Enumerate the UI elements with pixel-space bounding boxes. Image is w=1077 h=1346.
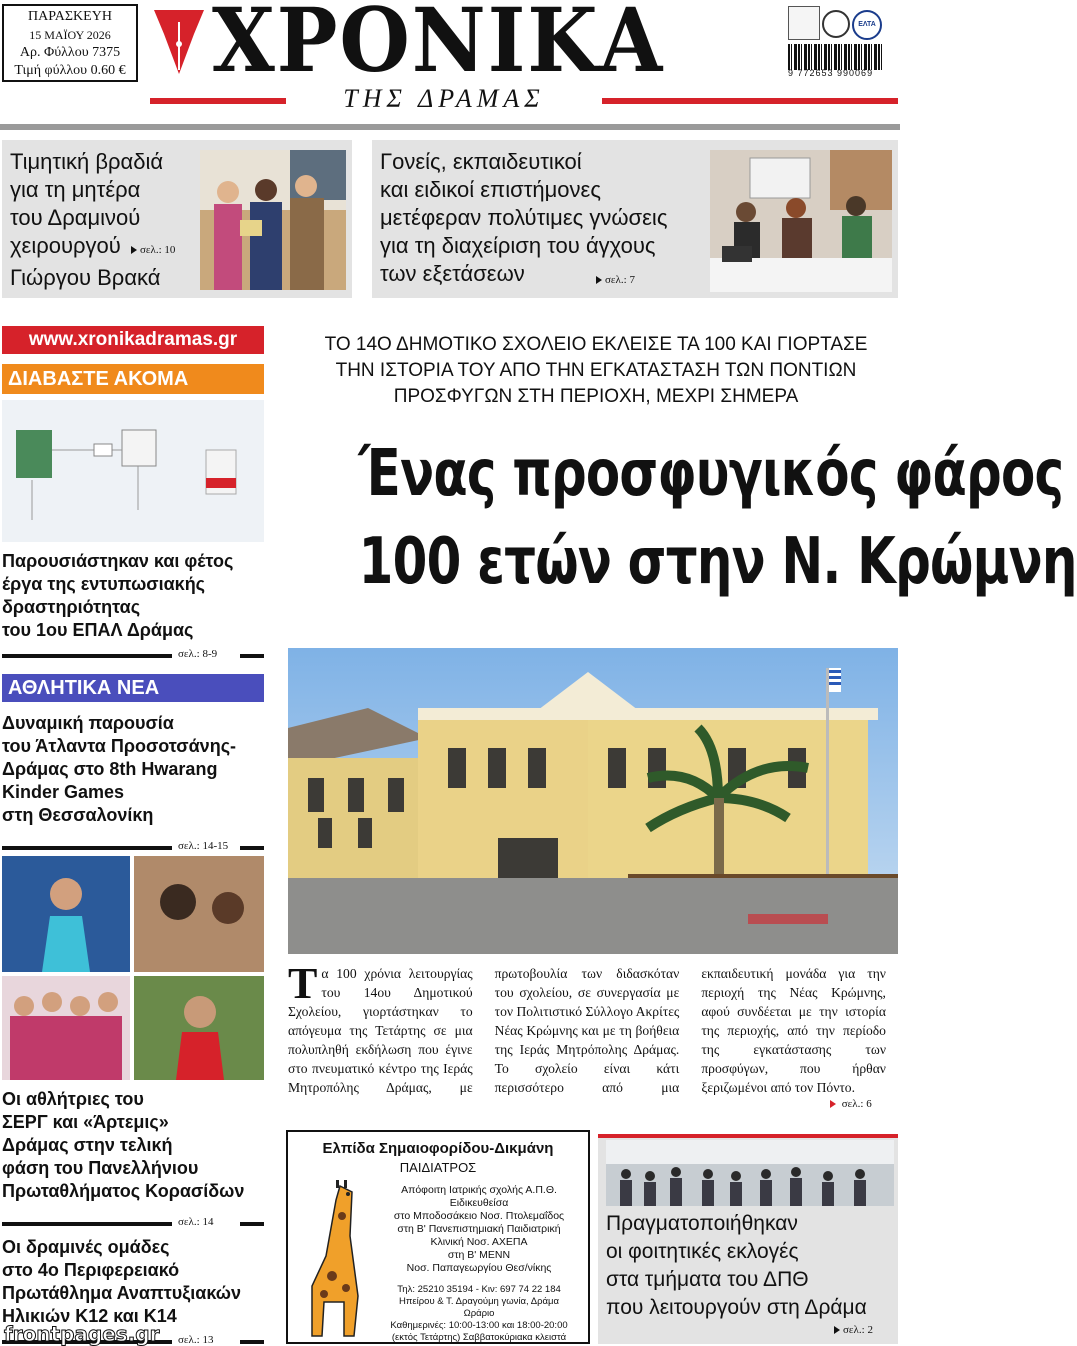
kicker-line: ΤΗΝ ΙΣΤΟΡΙΑ ΤΟΥ ΑΠΟ ΤΗΝ ΕΓΚΑΤΑΣΤΑΣΗ ΤΩΝ ΠΟΝΤΙΩΝ [335, 360, 857, 381]
kicker-line: ΠΡΟΣΦΥΓΩΝ ΣΤΗ ΠΕΡΙΟΧΗ, ΜΕΧΡΙ ΣΗΜΕΡΑ [393, 386, 799, 407]
headline-line: στο 4ο Περιφερειακό [2, 1260, 180, 1280]
story-2-page: σελ.: 14-15 [178, 840, 229, 852]
sports-news-header: ΑΘΛΗΤΙΚΑ ΝΕΑ [2, 674, 264, 702]
headline-line: Δυναμική παρουσία [2, 713, 174, 733]
headline-line: Πρωτάθλημα Αναπτυξιακών [2, 1283, 242, 1303]
top-story-1-line: Τιμητική βραδιά [10, 149, 164, 174]
gymnasts-collage-photo [2, 856, 264, 1080]
story-1-page: σελ.: 8-9 [178, 648, 218, 660]
top-story-1-line: χειρουργού σελ.: 10 [10, 233, 176, 258]
headline-line: Πραγματοποιήθηκαν [606, 1212, 798, 1235]
arrow-icon [834, 1326, 840, 1334]
alarm-system-exhibit-photo [2, 400, 264, 542]
sidebar-story-2[interactable] [2, 712, 264, 827]
lead-story-headline[interactable] [358, 430, 1077, 620]
headline-line: Kinder Games [2, 782, 125, 802]
top-story-1-line: Γιώργου Βρακά [10, 265, 161, 290]
headline-line: που λειτουργούν στη Δράμα [606, 1296, 867, 1319]
qualification-line: στο Μποδοσάκειο Νοσ. Πτολεμαΐδος [393, 1210, 565, 1222]
contact-line: Ηπείρου & Τ. Δραγούμη γωνία, Δράμα [399, 1296, 559, 1307]
issue-price: Τιμή φύλλου 0.60 € [14, 63, 126, 78]
headline-line: του 1ου ΕΠΑΛ Δράμας [2, 620, 194, 640]
rule [240, 654, 264, 658]
bottom-story-rule [598, 1134, 898, 1138]
drop-cap: Τ [288, 959, 318, 1008]
headline-line: φάση του Πανελλήνιου [2, 1158, 199, 1178]
headline-line: του Άτλαντα Προσοτσάνης- [2, 736, 237, 756]
sidebar-story-3[interactable] [2, 1088, 264, 1203]
headline-line: οι φοιτητικές εκλογές [606, 1240, 799, 1263]
story-4-page: σελ.: 13 [178, 1334, 214, 1346]
contact-line: Ωράριο [463, 1308, 495, 1319]
ad-doctor-name: Ελπίδα Σημαιοφορίδου-Δικμάνη [322, 1140, 554, 1157]
source-watermark: frontpages.gr [4, 1322, 160, 1346]
contact-line: Τηλ: 25210 35194 - Κιν: 697 74 22 184 [397, 1284, 561, 1295]
headline-line: ΣΕΡΓ και «Άρτεμις» [2, 1112, 169, 1132]
lead-story-body [288, 959, 886, 1114]
top-story-1-line: για τη μητέρα [10, 177, 141, 202]
pediatrician-advertisement [286, 1130, 590, 1344]
barcode-icon [788, 44, 882, 70]
qualification-line: στη Β' ΜΕΝΝ [447, 1249, 511, 1261]
arrow-icon [131, 246, 137, 254]
headline-line: Οι αθλήτριες του [2, 1089, 144, 1109]
school-building-photo [288, 648, 898, 954]
qualification-line: Απόφοιτη Ιατρικής σχολής Α.Π.Θ. [401, 1184, 557, 1196]
barcode-number: 9 772653 990069 [788, 68, 874, 78]
fountain-pen-logo-icon [150, 4, 208, 78]
headline-line: Δράμας στο 8th Hwarang [2, 759, 218, 779]
rule [240, 1222, 264, 1226]
qualification-line: Νοσ. Παπαγεωργίου Θεσ/νίκης [406, 1262, 552, 1274]
contact-line: (εκτός Τετάρτης) Σαββατοκύριακα κλειστά [391, 1332, 567, 1343]
headline-line: έργα της εντυπωσιακής [2, 574, 206, 594]
sidebar-story-4[interactable] [2, 1236, 264, 1328]
bottom-story-headline [606, 1210, 896, 1322]
rule [2, 846, 172, 850]
issue-number: Αρ. Φύλλου 7375 [19, 45, 121, 60]
bottom-story-page: σελ.: 2 [843, 1324, 873, 1336]
qualification-line: στη Β' Πανεπιστημιακή Παιδιατρική [397, 1223, 561, 1235]
headline-line: Δράμας στην τελική [2, 1135, 173, 1155]
headline-line: στη Θεσσαλονίκη [2, 805, 154, 825]
headline-line: Πρωταθλήματος Κορασίδων [2, 1181, 245, 1201]
top-story-2-line: και ειδικοί επιστήμονες [380, 177, 601, 202]
issue-date: 15 ΜΑΪΟΥ 2026 [29, 28, 111, 42]
elta-logo-icon: ΕΛΤΑ [852, 10, 882, 40]
rule [240, 1340, 264, 1344]
subtitle-rule-left [150, 98, 286, 104]
arrow-icon [596, 276, 602, 284]
student-elections-photo [606, 1140, 894, 1206]
issue-info-box [2, 4, 138, 82]
headline-line: Ηλικιών Κ12 και Κ14 [2, 1306, 177, 1326]
top-story-2-line: των εξετάσεων [380, 261, 525, 286]
headline-line: στα τμήματα του ΔΠΘ [606, 1268, 809, 1291]
postage-stamp-icon [788, 6, 820, 40]
contact-line: Καθημερινές: 10:00-13:00 και 18:00-20:00 [390, 1320, 568, 1331]
arrow-icon [830, 1100, 836, 1108]
qualification-line: Κλινική Νοσ. ΑΧΕΠΑ [430, 1236, 528, 1248]
certification-seal-icon [822, 10, 850, 38]
headline-line: Παρουσιάστηκαν και φέτος [2, 551, 234, 571]
website-link[interactable]: www.xronikadramas.gr [2, 326, 264, 354]
award-ceremony-photo [200, 150, 346, 290]
barcode-area [788, 6, 898, 82]
lead-story-page: σελ.: 6 [841, 1098, 872, 1110]
ad-contact [368, 1284, 590, 1344]
rule [2, 1222, 172, 1226]
masthead-divider [0, 124, 900, 130]
read-more-header: ΔΙΑΒΑΣΤΕ ΑΚΟΜΑ [2, 364, 264, 394]
lead-story-kicker [294, 332, 898, 410]
top-story-1-line: του Δραμινού [10, 205, 141, 230]
seminar-panel-photo [710, 150, 892, 292]
sidebar-story-1[interactable] [2, 550, 264, 642]
headline-line: δραστηριότητας [2, 597, 141, 617]
giraffe-icon [296, 1176, 372, 1342]
ad-qualifications [368, 1184, 590, 1275]
newspaper-title[interactable]: ΧΡΟΝΙΚΑ [212, 0, 665, 92]
headline-line: Οι δραμινές ομάδες [2, 1237, 170, 1257]
ad-specialty: ΠΑΙΔΙΑΤΡΟΣ [399, 1160, 477, 1175]
kicker-line: ΤΟ 14Ο ΔΗΜΟΤΙΚΟ ΣΧΟΛΕΙΟ ΕΚΛΕΙΣΕ ΤΑ 100 ΚΑΙ ΓΙΟΡΤΑΣΕ [324, 334, 868, 355]
headline-line: 100 ετών στην Ν. Κρώμνη [358, 525, 1077, 599]
rule [240, 846, 264, 850]
top-story-2-line: μετέφεραν πολύτιμες γνώσεις [380, 205, 668, 230]
issue-day: ΠΑΡΑΣΚΕΥΗ [28, 9, 112, 24]
top-story-1[interactable] [2, 140, 352, 298]
lead-story-text: α 100 χρόνια λειτουργίας του 14ου Δημοτικού Σχολείου, γιορτάστηκαν το απόγευμα της Τετάρτης σε μια πολυπληθή εκδήλωση που έγινε στο πνευματικό κέντρο της Ιεράς Μητροπόλης Δράμας, με πρωτοβουλία των διδασκόταν του σχολείου, σε συνεργασία με τον Πολιτιστικό Σύλλογο Ακρίτες Νέας Κρώμνης και με τη βοήθεια της Ιεράς Μητρόπολης Δράμας. Το σχολείο είναι κάτι περισσότερο από μια εκπαιδευτική μονάδα για την περιοχή της Νέας Κρώμνης, αφού συνδέεται με την ιστορία της περιοχής, από την περίοδο της εγκατάστασης των προσφύγων, που ήρθαν ξεριζωμένοι από τον Πόντο. [288, 966, 886, 1095]
lead-story-page-ref[interactable] [830, 1098, 872, 1110]
bottom-story-page-ref[interactable] [834, 1324, 873, 1336]
top-story-2-page: σελ.: 7 [605, 274, 635, 286]
top-story-2-line: για τη διαχείριση του άγχους [380, 233, 656, 258]
story-3-page: σελ.: 14 [178, 1216, 214, 1228]
rule [2, 654, 172, 658]
headline-line: Ένας προσφυγικός φάρος [358, 437, 1064, 511]
subtitle-rule-right [602, 98, 898, 104]
top-story-2[interactable] [372, 140, 898, 298]
qualification-line: Ειδικευθείσα [449, 1197, 509, 1209]
top-story-1-page: σελ.: 10 [139, 244, 176, 256]
top-story-2-line: Γονείς, εκπαιδευτικοί [380, 149, 582, 174]
newspaper-subtitle: ΤΗΣ ΔΡΑΜΑΣ [343, 84, 545, 113]
